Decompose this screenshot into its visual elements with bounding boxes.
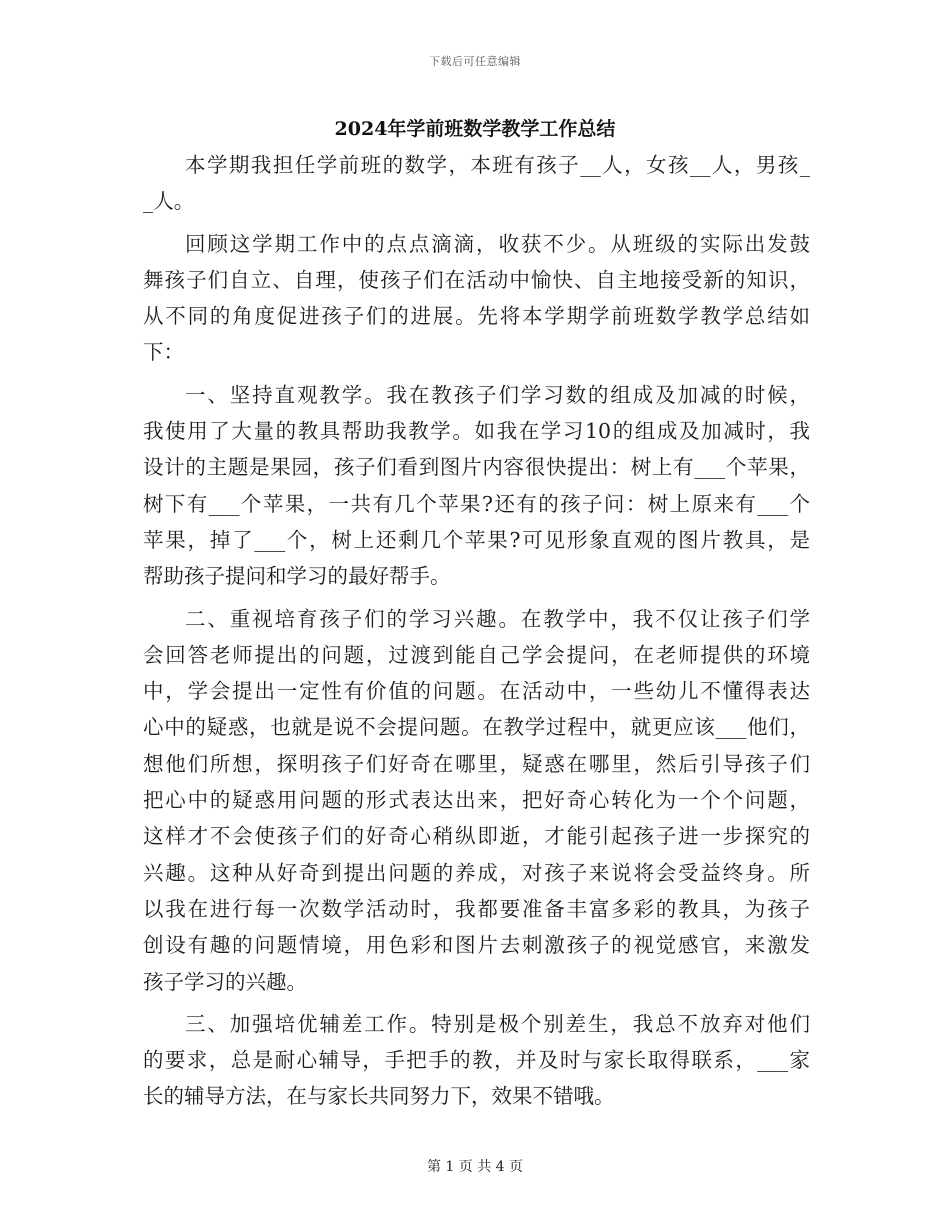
paragraph-line: 长的辅导方法，在与家长共同努力下，效果不错哦。 (143, 1084, 615, 1109)
paragraph-line: 把心中的疑惑用问题的形式表达出来，把好奇心转化为一个个问题， (143, 788, 810, 813)
paragraph-line: 树下有___个苹果，一共有几个苹果?还有的孩子问：树上原来有___个 (143, 491, 810, 516)
paragraph-line: 下： (143, 340, 184, 365)
paragraph-line: 这样才不会使孩子们的好奇心稍纵即逝，才能引起孩子进一步探究的 (143, 824, 810, 849)
document-title: 2024年学前班数学教学工作总结 (334, 118, 616, 140)
paragraph-line: 回顾这学期工作中的点点滴滴，收获不少。从班级的实际出发鼓 (185, 231, 810, 256)
paragraph-line: 舞孩子们自立、自理，使孩子们在活动中愉快、自主地接受新的知识， (143, 267, 810, 292)
paragraph-line: 的要求，总是耐心辅导，手把手的教，并及时与家长取得联系，___家 (143, 1048, 810, 1073)
document-body (143, 147, 810, 1115)
paragraph-line: 从不同的角度促进孩子们的进展。先将本学期学前班数学教学总结如 (143, 304, 810, 329)
paragraph-line: 中，学会提出一定性有价值的问题。在活动中，一些幼儿不懂得表达 (143, 679, 810, 704)
paragraph-line: 帮助孩子提问和学习的最好帮手。 (143, 564, 451, 589)
paragraph-line: 三、加强培优辅差工作。特别是极个别差生，我总不放弃对他们 (185, 1011, 810, 1036)
paragraph-line: 孩子学习的兴趣。 (143, 969, 307, 994)
paragraph-line: 本学期我担任学前班的数学，本班有孩子__人，女孩__人，男孩_ (185, 153, 810, 177)
paragraph-line: 想他们所想，探明孩子们好奇在哪里，疑惑在哪里，然后引导孩子们 (143, 751, 810, 776)
header-note: 下载后可任意编辑 (429, 55, 521, 68)
paragraph-line: 创设有趣的问题情境，用色彩和图片去刺激孩子的视觉感官，来激发 (143, 933, 810, 958)
paragraph-line: 一、坚持直观教学。我在教孩子们学习数的组成及加减的时候， (185, 382, 810, 407)
paragraph-line: 兴趣。这种从好奇到提出问题的养成，对孩子来说将会受益终身。所 (143, 860, 810, 885)
paragraph-line: 我使用了大量的教具帮助我教学。如我在学习10的组成及加减时，我 (143, 419, 810, 444)
paragraph-line: 心中的疑惑，也就是说不会提问题。在教学过程中，就更应该___他们， (143, 715, 810, 740)
page-number-footer: 第 1 页 共 4 页 (426, 1159, 524, 1175)
paragraph-line: 会回答老师提出的问题，过渡到能自己学会提问，在老师提供的环境 (143, 642, 810, 667)
paragraph-line: 苹果，掉了___个，树上还剩几个苹果?可见形象直观的图片教具，是 (143, 527, 810, 552)
paragraph-line: 设计的主题是果园，孩子们看到图片内容很快提出：树上有___个苹果， (143, 455, 810, 480)
paragraph-line: 以我在进行每一次数学活动时，我都要准备丰富多彩的教具，为孩子 (143, 896, 810, 921)
paragraph-line: _人。 (143, 189, 195, 214)
paragraph-line: 二、重视培育孩子们的学习兴趣。在教学中，我不仅让孩子们学 (185, 606, 810, 631)
